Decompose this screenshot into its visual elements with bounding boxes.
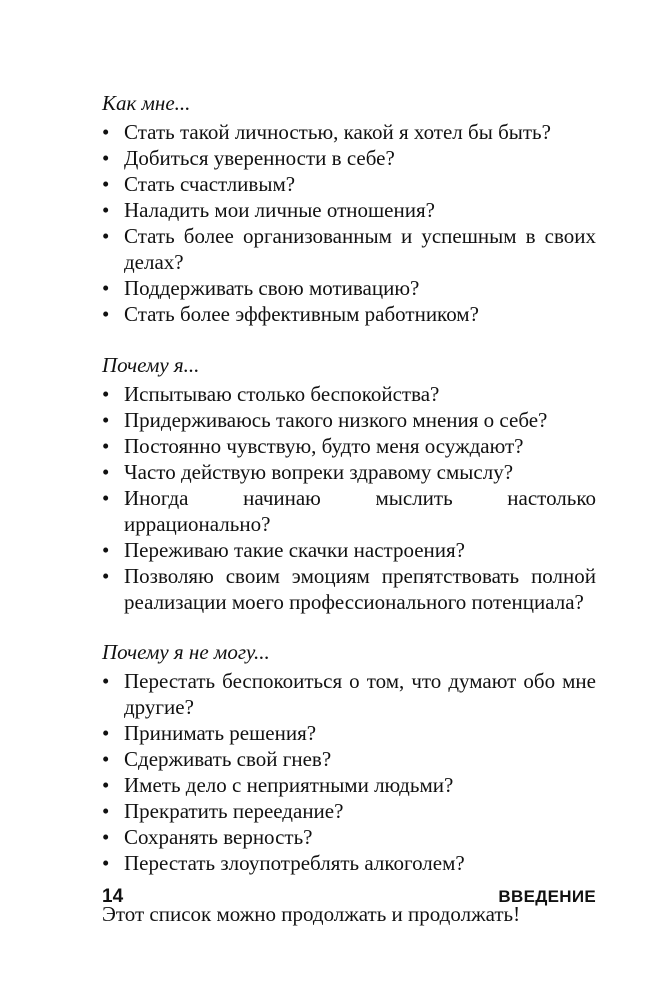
bullet-icon: • — [102, 564, 110, 588]
list-item-text: Постоянно чувствую, будто меня осуждают? — [124, 434, 524, 458]
list-item — [102, 197, 596, 223]
bullet-icon: • — [102, 434, 110, 458]
section-why-cant-i — [102, 639, 596, 876]
list-item — [102, 537, 596, 563]
list-item — [102, 301, 596, 327]
bullet-icon: • — [102, 224, 110, 248]
bullet-list — [102, 668, 596, 876]
list-item-text: Часто действую вопреки здравому смыслу? — [124, 460, 514, 484]
bullet-icon: • — [102, 172, 110, 196]
list-item-text: Стать более организованным и успешным в своих делах? — [124, 224, 596, 274]
list-item — [102, 459, 596, 485]
list-item-text: Придерживаюсь такого низкого мнения о себе? — [124, 408, 548, 432]
section-heading: Как мне... — [102, 91, 191, 115]
chapter-title: ВВЕДЕНИЕ — [498, 887, 596, 906]
list-item-text: Позволяю своим эмоциям препятствовать полной реализации моего профессионального потенциала? — [124, 564, 596, 614]
bullet-icon: • — [102, 799, 110, 823]
list-item — [102, 223, 596, 275]
page-content — [102, 90, 596, 927]
list-item-text: Сохранять верность? — [124, 825, 313, 849]
list-item-text: Стать такой личностью, какой я хотел бы быть? — [124, 120, 551, 144]
list-item-text: Стать более эффективным работником? — [124, 302, 479, 326]
bullet-list — [102, 119, 596, 327]
list-item — [102, 798, 596, 824]
bullet-icon: • — [102, 486, 110, 510]
list-item-text: Прекратить переедание? — [124, 799, 344, 823]
list-item — [102, 746, 596, 772]
list-item-text: Перестать беспокоиться о том, что думают обо мне другие? — [124, 669, 596, 719]
bullet-icon: • — [102, 302, 110, 326]
bullet-icon: • — [102, 408, 110, 432]
list-item-text: Принимать решения? — [124, 721, 317, 745]
list-item — [102, 824, 596, 850]
list-item — [102, 563, 596, 615]
bullet-icon: • — [102, 747, 110, 771]
page-number: 14 — [102, 886, 124, 907]
list-item — [102, 119, 596, 145]
section-how-do-i — [102, 90, 596, 327]
bullet-icon: • — [102, 669, 110, 693]
list-item-text: Переживаю такие скачки настроения? — [124, 538, 466, 562]
bullet-icon: • — [102, 382, 110, 406]
list-item — [102, 720, 596, 746]
bullet-icon: • — [102, 851, 110, 875]
list-item — [102, 275, 596, 301]
list-item-text: Иметь дело с неприятными людьми? — [124, 773, 454, 797]
bullet-icon: • — [102, 146, 110, 170]
list-item — [102, 145, 596, 171]
bullet-icon: • — [102, 825, 110, 849]
list-item — [102, 668, 596, 720]
list-item-text: Перестать злоупотреблять алкоголем? — [124, 851, 465, 875]
list-item — [102, 850, 596, 876]
list-item — [102, 485, 596, 537]
list-item — [102, 772, 596, 798]
list-item-text: Испытываю столько беспокойства? — [124, 382, 440, 406]
list-item-text: Добиться уверенности в себе? — [124, 146, 395, 170]
list-item — [102, 433, 596, 459]
list-item — [102, 407, 596, 433]
bullet-icon: • — [102, 773, 110, 797]
bullet-icon: • — [102, 460, 110, 484]
list-item — [102, 171, 596, 197]
list-item-text: Иногда начинаю мыслить настолько иррационально? — [124, 486, 596, 536]
bullet-icon: • — [102, 276, 110, 300]
section-why-do-i — [102, 352, 596, 615]
bullet-icon: • — [102, 120, 110, 144]
bullet-icon: • — [102, 721, 110, 745]
bullet-icon: • — [102, 198, 110, 222]
list-item-text: Поддерживать свою мотивацию? — [124, 276, 420, 300]
list-item-text: Сдерживать свой гнев? — [124, 747, 332, 771]
bullet-icon: • — [102, 538, 110, 562]
page-footer — [102, 885, 596, 913]
list-item-text: Стать счастливым? — [124, 172, 296, 196]
section-heading: Почему я не могу... — [102, 640, 270, 664]
section-heading: Почему я... — [102, 353, 200, 377]
bullet-list — [102, 381, 596, 615]
list-item-text: Наладить мои личные отношения? — [124, 198, 435, 222]
list-item — [102, 381, 596, 407]
closing-sentence: Этот список можно продолжать и продолжать! — [102, 902, 521, 926]
